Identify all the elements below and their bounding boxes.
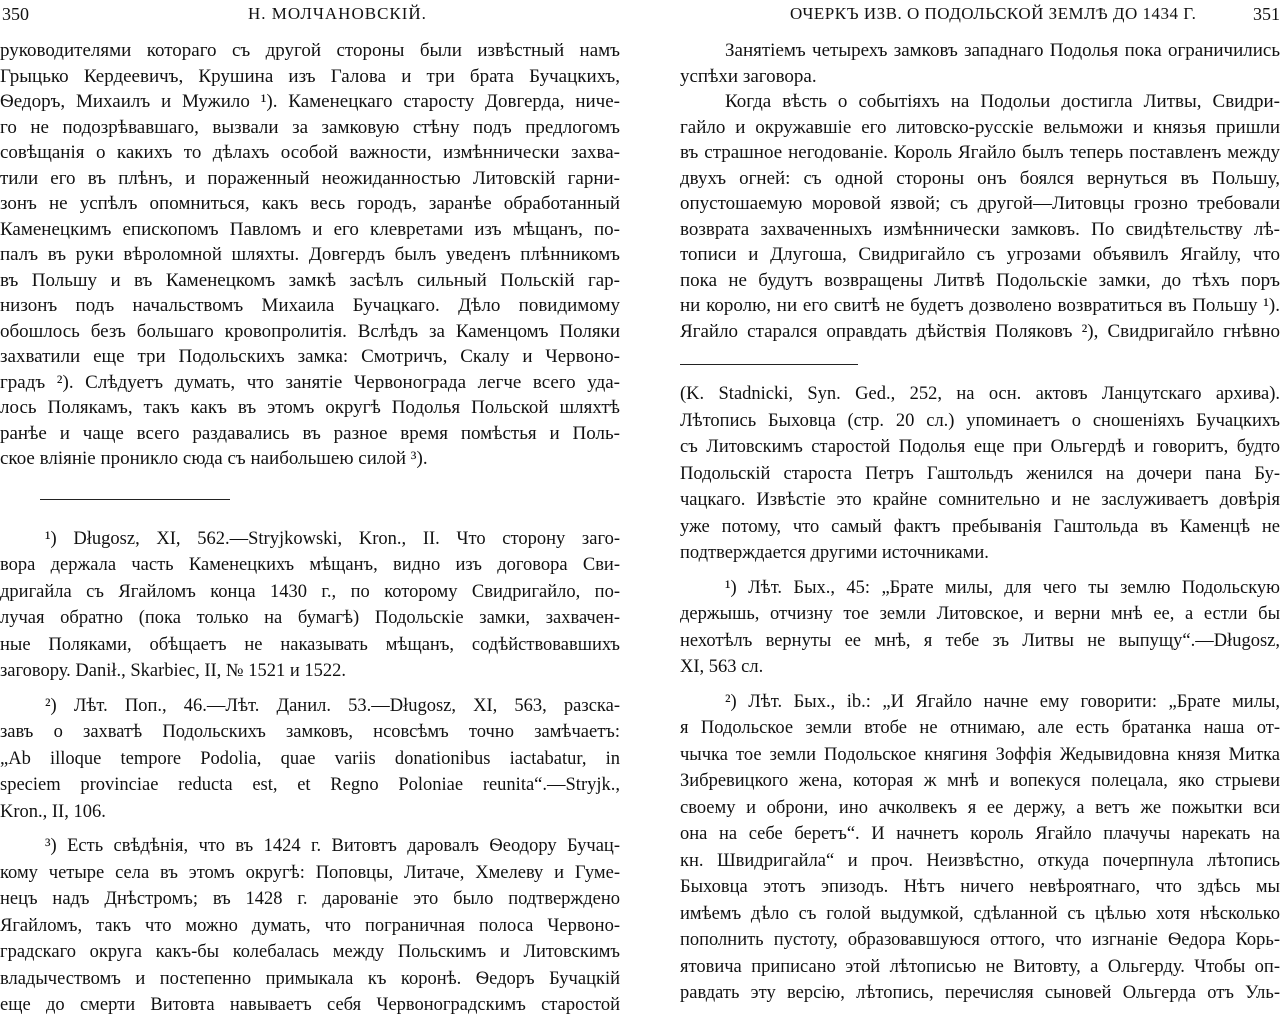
text-line: лось Полякамъ, такъ какъ въ этомъ округѣ Подолья Польской шляхтѣ xyxy=(0,397,620,418)
text-line: гайло и окружавшіе его литовско-русскіе вельможи и князья пришли xyxy=(680,116,1280,138)
footnote-line: уже потому, что самый фактъ пребыванія Гаштольда въ Каменцѣ не xyxy=(680,516,1280,537)
footnote-line: дригайла съ Ягайломъ конца 1430 г., по которому Свидригайло, по- xyxy=(0,581,620,602)
footnote-line: чычка тое земли Подольское княгиня Зоффія Жедывидовна князя Митка xyxy=(680,744,1280,765)
footnote-rule xyxy=(680,364,858,365)
text-line: возврата захваченныхъ измѣннически замковъ. По свидѣтельству лѣ- xyxy=(680,218,1280,240)
left-page-header xyxy=(0,0,620,28)
footnote-line: Ягайломъ, такъ что можно думать, что пограничная полоса Червоно- xyxy=(0,915,620,936)
footnote-line: еще до смерти Витовта навываетъ себя Червоноградскимъ старостой xyxy=(0,995,620,1015)
footnote-line: подтверждается другими источниками. xyxy=(680,543,989,563)
left-page xyxy=(0,0,620,1015)
text-line: градъ ²). Слѣдуетъ думать, что занятіе Червонограда легче всего уда- xyxy=(0,371,620,393)
footnote-line: имѣемъ дѣло съ голой выдумкой, сдѣланной съ цѣлью хотя нѣсколько xyxy=(680,903,1280,924)
running-head: Н. МОЛЧАНОВСКІЙ. xyxy=(248,4,427,23)
footnote-line: ные Поляками, обѣщаетъ не наказывать мѣщанъ, содѣйствовавшихъ xyxy=(0,634,620,655)
text-line: руководителями котораго съ другой стороны были извѣстный намъ xyxy=(0,40,620,61)
text-line: въ страшное негодованіе. Король Ягайло былъ теперь поставленъ между xyxy=(680,142,1280,163)
text-line: ни королю, ни его свитѣ не будетъ дозволено возвратиться въ Польшу ¹). xyxy=(680,295,1280,316)
main-text xyxy=(680,38,1280,344)
text-line: Ѳедоръ, Михаилъ и Мужило ¹). Каменецкаго старосту Довгерда, ниче- xyxy=(0,91,620,112)
right-page-body xyxy=(680,38,1280,1007)
text-line: тили его въ плѣнъ, и пораженный неожиданностью Литовскій гарни- xyxy=(0,167,620,189)
text-line: го не подозрѣвавшаго, вызвали за замковую стѣну подъ предлогомъ xyxy=(0,116,620,138)
text-line: зонъ не успѣлъ опомниться, какъ весь городъ, заранѣе обработанный xyxy=(0,193,620,214)
footnote-line: кому четыре села въ этомъ округѣ: Поповцы, Литаче, Хмелеву и Гуме- xyxy=(0,862,620,883)
footnote-line: она на себе беретъ“. И начнетъ король Ягайло плачучы нарекать на xyxy=(680,824,1280,844)
left-page-body xyxy=(0,38,620,1019)
footnotes xyxy=(680,381,1280,1007)
footnote-line: чацкаго. Извѣстіе это крайне сомнительно и не заслуживаетъ довѣрія xyxy=(680,490,1280,510)
footnote-line: завъ о захватѣ Подольскихъ замковъ, нсовсѣмъ точно замѣчаетъ: xyxy=(0,722,620,742)
footnote-line: „Ab illoque tempore Podolia, quae variis donationibus iactabatur, in xyxy=(0,748,620,769)
footnote-line: XI, 563 сл. xyxy=(680,657,764,677)
page-number: 351 xyxy=(1253,4,1280,24)
footnote-line: лучая обратно (пока только на бумагѣ) Подольскіе замки, захвачен- xyxy=(0,608,620,628)
running-head: ОЧЕРКЪ ИЗВ. О ПОДОЛЬСКОЙ ЗЕМЛѢ ДО 1434 Г. xyxy=(790,4,1197,23)
footnote-line: я Подольское земли втобе не отнимаю, але есть братанка наша от- xyxy=(680,718,1280,738)
footnote-line: кн. Швидригайла“ и проч. Неизвѣстно, откуда почерпнула лѣтопись xyxy=(680,850,1280,871)
footnote-line: нехотѣлъ вернуты ее мнѣ, я тебе зъ Литвы не выпущу“.—Długosz, xyxy=(680,630,1280,651)
footnote-line: пополнить пустоту, образовавшуюся оттого, что изгнаніе Ѳедора Корь- xyxy=(680,930,1280,950)
footnote-line: ²) Лѣт. Поп., 46.—Лѣт. Данил. 53.—Długosz, XI, 563, разска- xyxy=(45,695,620,716)
footnote-line: Kron., II, 106. xyxy=(0,801,106,822)
main-text xyxy=(0,38,620,472)
text-line: въ Польшу и въ Каменецкомъ замкѣ засѣлъ сильный Польскій гар- xyxy=(0,269,620,291)
footnote-line: равдать эту версію, лѣтопись, перечисляя сыновей Ольгерда отъ Уль- xyxy=(680,983,1280,1003)
footnote-rule xyxy=(40,499,230,500)
page-number: 350 xyxy=(2,4,29,24)
footnote-line: ¹) Długosz, XI, 562.—Stryjkowski, Kron., II. Что сторону заго- xyxy=(45,528,620,549)
footnote-line: ³) Есть свѣдѣнія, что въ 1424 г. Витовтъ даровалъ Ѳеодору Бучац- xyxy=(45,836,620,856)
text-line: двухъ огней: съ одной стороны онъ боялся вернуться въ Польшу, xyxy=(680,167,1280,189)
footnote-line: градскаго округа какъ-бы колебалась между Польскимъ и Литовскимъ xyxy=(0,942,620,962)
footnote-line: держышь, отчизну тое земли Литовское, и верни мнѣ ее, а естли бы xyxy=(680,604,1280,624)
text-line: совѣщанія о какихъ то дѣлахъ особой важности, измѣннически захва- xyxy=(0,142,620,163)
footnotes xyxy=(0,526,620,1019)
footnote-line: ятовича приписано этой лѣтописью не Витовту, а Ольгерду. Чтобы оп- xyxy=(680,956,1280,977)
text-line: тописи и Длугоша, Свидригайло съ угрозами объявилъ Ягайлу, что xyxy=(680,244,1280,265)
footnote-line: speciem provinciae reducta est, et Regno Poloniae reunita“.—Stryjk., xyxy=(0,775,620,795)
footnote-line: нецъ надъ Днѣстромъ; въ 1428 г. дарованіе это было подтверждено xyxy=(0,889,620,909)
text-line: захватили еще три Подольскихъ замка: Смотричъ, Скалу и Червоно- xyxy=(0,346,620,367)
text-line: опустошаемую моровой язвой; съ другой—Литовцы грозно требовали xyxy=(680,193,1280,214)
text-line: пока не будутъ возвращены Литвѣ Подольскіе замки, до тѣхъ поръ xyxy=(680,269,1280,291)
text-line: ранѣе и чаще всего раздавались въ разное время помѣстья и Поль- xyxy=(0,422,620,444)
right-page-header xyxy=(680,0,1280,28)
text-line: ское вліяніе проникло сюда съ наибольшею силой ³). xyxy=(0,448,428,469)
footnote-line: заговору. Danił., Skarbiec, II, № 1521 и 1522. xyxy=(0,661,346,681)
text-line: Занятіемъ четырехъ замковъ западнаго Подолья пока ограничились xyxy=(725,40,1280,61)
text-line: низонъ подъ начальствомъ Михаила Бучацкаго. Дѣло повидимому xyxy=(0,295,620,316)
footnote-line: Зибревицкого жена, которая ж мнѣ и вопекуся полецала, яко стрыеви xyxy=(680,771,1280,791)
footnote-line: вора держала часть Каменецкихъ мѣщанъ, видно изъ договора Сви- xyxy=(0,555,620,575)
text-line: Грыцько Кердеевичъ, Крушина изъ Галова и три брата Бучацкихъ, xyxy=(0,65,620,87)
footnote-line: ¹) Лѣт. Бых., 45: „Брате милы, для чего ты землю Подольскую xyxy=(725,577,1280,598)
footnote-line: ²) Лѣт. Бых., ib.: „И Ягайло начне ему говорити: „Брате милы, xyxy=(725,691,1280,712)
right-page xyxy=(680,0,1280,1003)
footnote-line: владычествомъ и постепенно примыкала къ коронѣ. Ѳедоръ Бучацкій xyxy=(0,968,620,989)
text-line: Когда вѣсть о событіяхъ на Подольи достигла Литвы, Свидри- xyxy=(725,91,1280,112)
text-line: палъ въ руки вѣроломной шляхты. Довгердъ былъ уведенъ плѣнникомъ xyxy=(0,244,620,265)
footnote-line: Подольскій староста Петръ Гаштольдъ женился на дочери пана Бу- xyxy=(680,463,1280,484)
footnote-line: Лѣтопись Быховца (стр. 20 сл.) упоминаетъ о сношеніяхъ Бучацкихъ xyxy=(680,410,1280,431)
text-line: Каменецкимъ епископомъ Павломъ и его клевретами изъ мѣщанъ, по- xyxy=(0,218,620,240)
text-line: обошлось безъ большаго кровопролитія. Вслѣдъ за Каменцомъ Поляки xyxy=(0,320,620,342)
footnote-line: своему и оброни, ино ачколвекъ я ее держу, а ветъ же пожытки вси xyxy=(680,797,1280,818)
footnote-line: (K. Stadnicki, Syn. Ged., 252, на осн. актовъ Ланцутскаго архива). xyxy=(680,384,1280,404)
footnote-line: съ Литовскимъ старостой Подолья еще при Ольгердѣ и говоритъ, будто xyxy=(680,437,1280,457)
footnote-line: Быховца этотъ эпизодъ. Нѣтъ ничего невѣроятнаго, что здѣсь мы xyxy=(680,877,1280,897)
text-line: успѣхи заговора. xyxy=(680,65,817,87)
text-line: Ягайло старался оправдать дѣйствія Поляковъ ²), Свидригайло гнѣвно xyxy=(680,320,1280,342)
